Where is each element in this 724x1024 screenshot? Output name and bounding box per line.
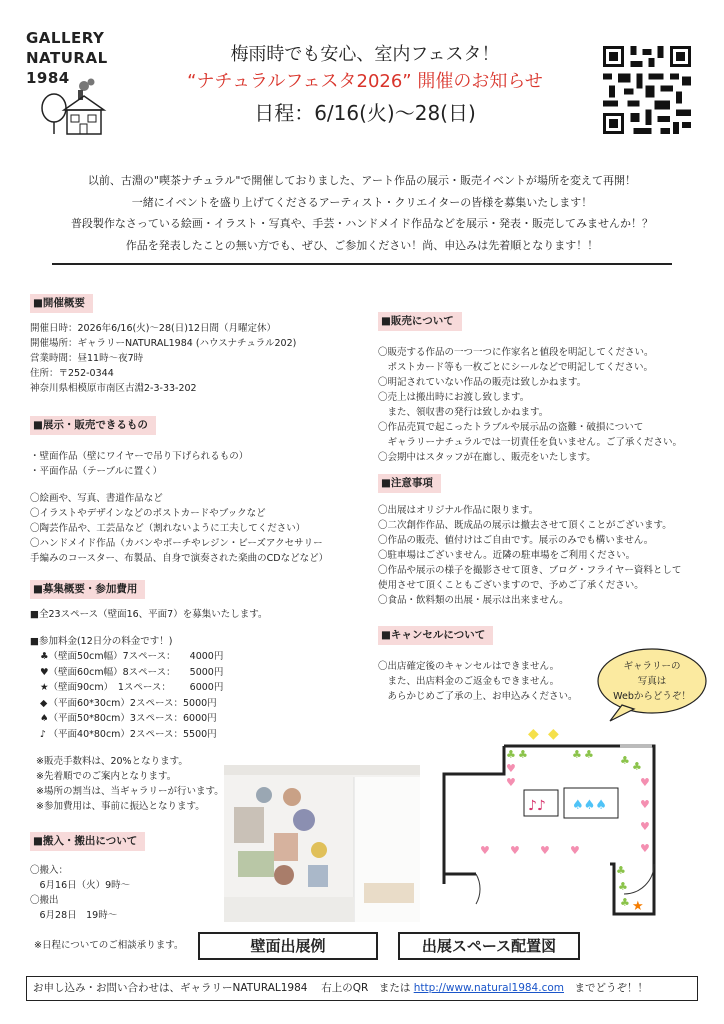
sales-line: また、領収書の発行は致しかねます。 [378, 407, 549, 418]
fee-symbol: ♠ [40, 713, 49, 724]
header-title: “ナチュラルフェスタ2026” 開催のお知らせ [187, 71, 543, 92]
notes-line: 〇作品や展示の様子を撮影させて頂き、ブログ・フライヤー資料として [378, 565, 682, 576]
floor-plan-diagram [440, 724, 676, 922]
footer-tail: までどうぞ！！ [564, 982, 649, 994]
fee-desc: （平面40*80cm）2スペース：5500円 [48, 728, 217, 740]
move-section [30, 832, 220, 923]
svg-text:♥: ♥ [640, 820, 650, 833]
overview-line: 営業時間：昼11時〜夜7時 [30, 353, 144, 364]
notes-line: 〇作品の販売、値付けはご自由です。展示のみでも構いません。 [378, 535, 654, 546]
section-heading: ■販売について [378, 312, 462, 331]
web-photo-bubble [592, 645, 708, 723]
exhibit-line: ・壁面作品（壁にワイヤーで吊り下げられるもの） [30, 451, 249, 462]
svg-text:♣: ♣ [584, 748, 594, 761]
svg-text:♥: ♥ [510, 844, 520, 857]
recruit-note: ※参加費用は、事前に振込となります。 [36, 801, 205, 812]
fee-symbol: ♥ [40, 666, 49, 678]
svg-text:♥: ♥ [506, 776, 516, 789]
qr-code-icon[interactable] [603, 46, 691, 134]
logo-line3: 1984 [26, 69, 70, 87]
sales-line: 〇販売する作品の一つ一つに作家名と値段を明記してください。 [378, 347, 654, 358]
header [150, 42, 580, 130]
fee-symbol: ◆ [40, 697, 48, 709]
svg-text:♣: ♣ [518, 748, 528, 761]
sales-line: 〇売上は搬出時にお渡し致します。 [378, 392, 530, 403]
house-logo-icon [40, 78, 110, 138]
sales-line: ポストカード等も一枚ごとにシールなどで明記してください。 [378, 362, 654, 373]
cancel-section [378, 626, 598, 704]
fee-row [40, 711, 223, 727]
footer-text: お申し込み・お問い合わせは、ギャラリーNATURAL1984 右上のQR または [33, 982, 414, 994]
svg-text:♥: ♥ [640, 776, 650, 789]
fee-desc: （壁面90cm） 1スペース： [48, 682, 171, 693]
fee-row [40, 680, 223, 696]
wall-exhibit-photo [224, 765, 420, 922]
recruit-note: ※場所の割当は、当ギャラリーが行います。 [36, 786, 224, 797]
recruit-total: ■全23スペース（壁面16、平面7）を募集いたします。 [30, 609, 268, 620]
exhibit-line: 〇ハンドメイド作品（カバンやポーチやレジン・ビーズアクセサリー [30, 538, 323, 549]
move-line: 〇搬入： [30, 865, 69, 876]
notes-line: 〇駐車場はございません。近隣の駐車場をご利用ください。 [378, 550, 636, 561]
intro-text [30, 170, 694, 256]
overview-line: 開催日時：2026年6/16(火)〜28(日)12日間（月曜定休） [30, 323, 277, 334]
bubble-line: Webからどうぞ！ [613, 691, 691, 702]
svg-text:♠♠♠: ♠♠♠ [572, 798, 607, 813]
fee-price: 6000円 [189, 682, 224, 693]
section-heading: ■キャンセルについて [378, 626, 493, 645]
move-note: ※日程についてのご相談承ります。 [34, 940, 184, 951]
move-line: 〇搬出 [30, 895, 59, 906]
sales-section [378, 312, 708, 465]
website-link[interactable]: http://www.natural1984.com [413, 982, 565, 994]
header-tagline: 梅雨時でも安心、室内フェスタ！ [230, 44, 500, 65]
svg-text:♣: ♣ [616, 864, 626, 877]
intro-line: 作品を発表したことの無い方でも、ぜひ、ご参加ください！尚、申込みは先着順となります！！ [125, 238, 599, 252]
svg-text:◆: ◆ [528, 726, 539, 742]
divider [52, 263, 672, 265]
layout-caption: 出展スペース配置図 [398, 932, 580, 960]
header-dates: 日程：6/16(火)〜28(日) [254, 101, 476, 125]
sales-line: 〇会期中はスタッフが在廊し、販売をいたします。 [378, 452, 596, 463]
section-heading: ■募集概要・参加費用 [30, 580, 145, 599]
photo-illustration [224, 765, 420, 922]
svg-text:♥: ♥ [540, 844, 550, 857]
overview-line: 開催場所：ギャラリーNATURAL1984 (ハウスナチュラル202) [30, 338, 297, 349]
cancel-line: また、出店料金のご返金もできません。 [378, 676, 560, 687]
notes-line: 〇出展はオリジナル作品に限ります。 [378, 505, 539, 516]
fee-row [40, 696, 223, 712]
exhibit-line: 〇絵画や、写真、書道作品など [30, 493, 163, 504]
svg-text:♥: ♥ [640, 842, 650, 855]
svg-text:♥: ♥ [480, 844, 490, 857]
svg-text:♣: ♣ [506, 748, 516, 761]
svg-text:♥: ♥ [570, 844, 580, 857]
svg-text:♪♪: ♪♪ [528, 798, 546, 814]
notes-line: 使用させて頂くこともございますので、予めご了承ください。 [378, 580, 644, 591]
exhibits-section [30, 416, 360, 566]
svg-text:♣: ♣ [620, 754, 630, 767]
intro-line: 普段製作なさっている絵画・イラスト・写真や、手芸・ハンドメイド作品などを展示・発表・販売してみませんか！？ [70, 217, 654, 230]
intro-line: 一緒にイベントを盛り上げてくださるアーティスト・クリエイターの皆様を募集いたします！ [131, 195, 593, 209]
fee-symbol: ♣ [40, 651, 49, 662]
section-heading: ■注意事項 [378, 474, 441, 493]
logo-line2: NATURAL [26, 49, 108, 67]
move-line: 6月28日 19時〜 [30, 910, 118, 921]
wall-example-caption: 壁面出展例 [198, 932, 378, 960]
fee-symbol: ★ [40, 682, 49, 693]
notes-line: 〇二次創作作品、既成品の展示は撤去させて頂くことがございます。 [378, 520, 672, 531]
overview-line: 住所：〒252-0344 [30, 368, 114, 379]
cancel-line: あらかじめご了承の上、お申込みください。 [378, 691, 578, 702]
fee-desc: （平面60*30cm）2スペース：5000円 [48, 697, 217, 709]
exhibit-line: 手編みのコースター、布製品、自身で演奏された楽曲のCDなどなど） [30, 553, 329, 564]
svg-text:♥: ♥ [506, 762, 516, 775]
fee-desc: （平面50*80cm）3スペース：6000円 [48, 713, 217, 724]
sales-line: ギャラリーナチュラルでは一切責任を負いません。ご了承ください。 [378, 437, 683, 448]
fee-desc: （壁面60cm幅）8スペース： [48, 666, 176, 678]
fee-table [40, 649, 223, 742]
notes-line: 〇食品・飲料類の出展・展示は出来ません。 [378, 595, 569, 606]
logo-line1: GALLERY [26, 29, 105, 47]
svg-text:♣: ♣ [620, 896, 630, 909]
recruit-note: ※販売手数料は、20%となります。 [36, 756, 188, 767]
fee-row [40, 649, 223, 665]
fee-price: 5000円 [189, 666, 224, 678]
fee-desc: （壁面50cm幅）7スペース： [48, 651, 176, 662]
fee-symbol: ♪ [40, 728, 47, 740]
exhibit-line: 〇陶芸作品や、工芸品など（割れないように工夫してください） [30, 523, 306, 534]
bubble-line: 写真は [637, 676, 667, 687]
fee-price: 4000円 [189, 651, 224, 662]
exhibit-line: ・平面作品（テーブルに置く） [30, 466, 163, 477]
svg-text:★: ★ [632, 899, 644, 914]
svg-text:◆: ◆ [548, 726, 559, 742]
section-heading: ■開催概要 [30, 294, 93, 313]
fee-row [40, 727, 223, 743]
notes-section [378, 474, 708, 608]
fee-row [40, 665, 223, 681]
cancel-line: 〇出店確定後のキャンセルはできません。 [378, 661, 560, 672]
exhibit-line: 〇イラストやデザインなどのポストカードやブックなど [30, 508, 266, 519]
move-line: 6月16日（火）9時〜 [30, 880, 131, 891]
fee-title: ■参加料金(12日分の料金です！) [30, 636, 173, 647]
section-heading: ■展示・販売できるもの [30, 416, 156, 435]
svg-text:♣: ♣ [618, 880, 628, 893]
sales-line: 〇明記されていない作品の販売は致しかねます。 [378, 377, 587, 388]
intro-line: 以前、古淵の"喫茶ナチュラル"で開催しておりました、アート作品の展示・販売イベントが場所を変えて再開！ [87, 174, 637, 187]
section-heading: ■搬入・搬出について [30, 832, 145, 851]
bubble-line: ギャラリーの [623, 661, 681, 672]
svg-text:♣: ♣ [632, 760, 642, 773]
svg-text:♣: ♣ [572, 748, 582, 761]
overview-section [30, 294, 360, 396]
contact-footer [26, 976, 698, 1001]
svg-text:♥: ♥ [640, 798, 650, 811]
sales-line: 〇作品売買で起こったトラブルや展示品の盗難・破損について [378, 422, 644, 433]
overview-line: 神奈川県相模原市南区古淵2-3-33-202 [30, 383, 197, 394]
recruit-note: ※先着順でのご案内となります。 [36, 771, 177, 782]
